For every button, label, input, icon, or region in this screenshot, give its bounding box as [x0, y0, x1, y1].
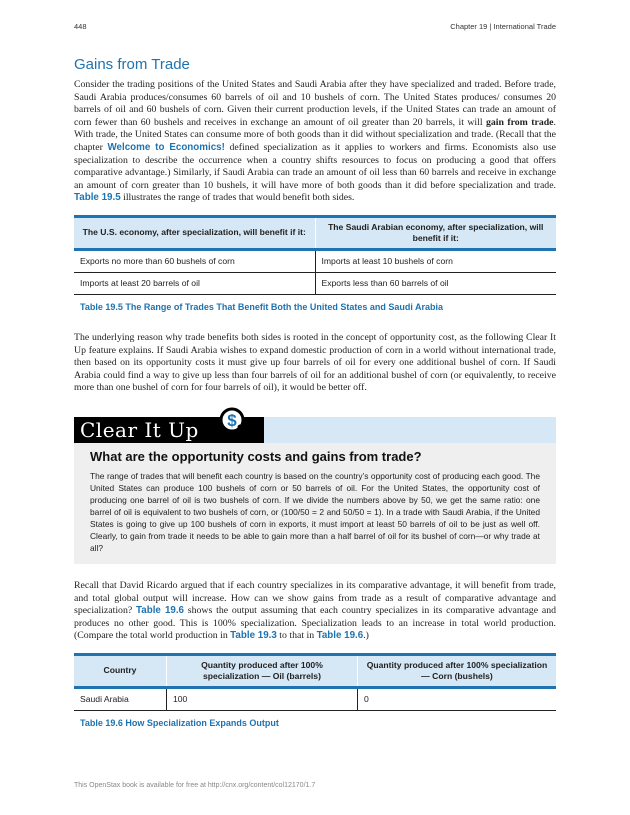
table-row [74, 272, 556, 294]
text-run: .) [363, 630, 369, 642]
page-footer: This OpenStax book is available for free at http://cnx.org/content/col12170/1.7 [74, 782, 316, 789]
magnifying-glass-icon [216, 403, 266, 443]
table-header: Quantity produced after 100% specialization — Corn (bushels) [357, 654, 556, 687]
clear-it-up-body [74, 443, 556, 564]
table-cell: 0 [357, 687, 556, 710]
clear-it-up-box [74, 410, 556, 564]
section-title: Gains from Trade [74, 56, 190, 73]
table-19-6 [74, 653, 556, 711]
clear-it-up-header [74, 410, 556, 443]
table-row [74, 249, 556, 272]
link-welcome-to-economics[interactable]: Welcome to Economics! [107, 141, 225, 153]
chapter-title: Chapter 19 | International Trade [450, 22, 556, 31]
table-row [74, 687, 556, 710]
text-run: Recall that David Ricardo argued that if each country specializes in its comparative advantage, it will benefit from trade, and total global output will increase. How can we show gains from trade as a result of comparative advantage and specialization? [74, 579, 556, 617]
link-table-19-6[interactable]: Table 19.6 [136, 605, 185, 617]
text-run: defined specialization as it applies to workers and firms. Economists also use specialization to describe the occurrence when a country shifts resources to focus on producing a good that offers comparative advantage.) Similarly, if Saudi Arabia can trade an amount of oil less than 60 barrels and receive in exchange an amount of corn greater than 10 bushels, it will have more of both goods than it did before specialization and trade. [74, 141, 556, 191]
page-number: 448 [74, 22, 87, 31]
text-run: Consider the trading positions of the United States and Saudi Arabia after they have specialized and traded. Before trade, Saudi Arabia produces/consumes 60 barrels of oil and 10 bushels of corn. The United States produces/ consumes 20 barrels of oil and 60 bushels of corn. Given their current production levels, if the United States can trade an amount of corn fewer than 60 bushels and receives in exchange an amount of oil greater than 20 barrels, it will [74, 79, 556, 128]
table-header: The U.S. economy, after specialization, will benefit if it: [74, 216, 315, 249]
table-cell: 100 [167, 687, 358, 710]
table-header: Country [74, 654, 167, 687]
link-table-19-3[interactable]: Table 19.3 [230, 630, 277, 642]
clear-it-up-label: Clear It Up [74, 417, 264, 443]
link-table-19-6[interactable]: Table 19.6 [316, 630, 364, 642]
table-19-5 [74, 215, 556, 295]
page-content [74, 56, 556, 728]
clear-it-up-text: The range of trades that will benefit each country is based on the country’s opportunity cost of producing each good. The United States can produce 100 bushels of corn or 50 barrels of oil. For the United States, the opportunity cost of producing one barrel of oil is two bushels of corn. If we divide the numbers above by 50, we get the same ratio: one barrel of oil is equivalent to two bushels of corn, or (100/50 = 2 and 50/50 = 1). In a trade with Saudi Arabia, if the United States is going to give up 100 bushels of corn in exports, it must import at least 50 barrels of oil to be just as well off. Clearly, to gain from trade it needs to be able to gain more than a half barrel of oil for its bushel of corn—or why trade at all? [90, 470, 540, 553]
key-term: gain from trade [485, 116, 554, 128]
dollar-sign-icon: $ [227, 410, 237, 430]
table-caption: Table 19.5 The Range of Trades That Benefit Both the United States and Saudi Arabia [80, 301, 444, 312]
table-header: Quantity produced after 100% specialization — Oil (barrels) [167, 654, 358, 687]
text-run: illustrates the range of trades that would benefit both sides. [120, 192, 355, 204]
table-header: The Saudi Arabian economy, after specialization, will benefit if it: [315, 216, 556, 249]
paragraph-gains-from-trade [74, 79, 556, 205]
paragraph-ricardo [74, 580, 556, 643]
table-caption: Table 19.6 How Specialization Expands Output [80, 717, 279, 728]
text-run: to that in [276, 630, 317, 642]
paragraph-opportunity-cost: The underlying reason why trade benefits both sides is rooted in the concept of opportunity cost, as the following Clear It Up feature explains. If Saudi Arabia wishes to expand domestic production of corn in a world without international trade, then based on its opportunity costs it must give up four barrels of oil for every one additional bushel of corn. If Saudi Arabia could find a way to give up less than four barrels of oil for an additional bushel of corn (or equivalently, to receive more than one bushel of corn for four barrels of oil), it would be better off. [74, 331, 556, 394]
table-cell: Imports at least 20 barrels of oil [74, 272, 315, 294]
table-cell: Saudi Arabia [74, 687, 167, 710]
clear-it-up-question: What are the opportunity costs and gains from trade? [90, 448, 422, 464]
link-table-19-5[interactable]: Table 19.5 [74, 192, 121, 204]
text-run: shows the output assuming that each country specializes in its comparative advantage and produces no other good. This is 100% specialization. Specialization leads to an increase in total world production. (Compare the total world production in [74, 605, 556, 642]
table-cell: Imports at least 10 bushels of corn [315, 249, 556, 272]
text-run: . With trade, the United States can consume more of both goods than it did without specialization and trade. (Recall that the chapter [74, 116, 556, 153]
table-cell: Exports no more than 60 bushels of corn [74, 249, 315, 272]
table-cell: Exports less than 60 barrels of oil [315, 272, 556, 294]
